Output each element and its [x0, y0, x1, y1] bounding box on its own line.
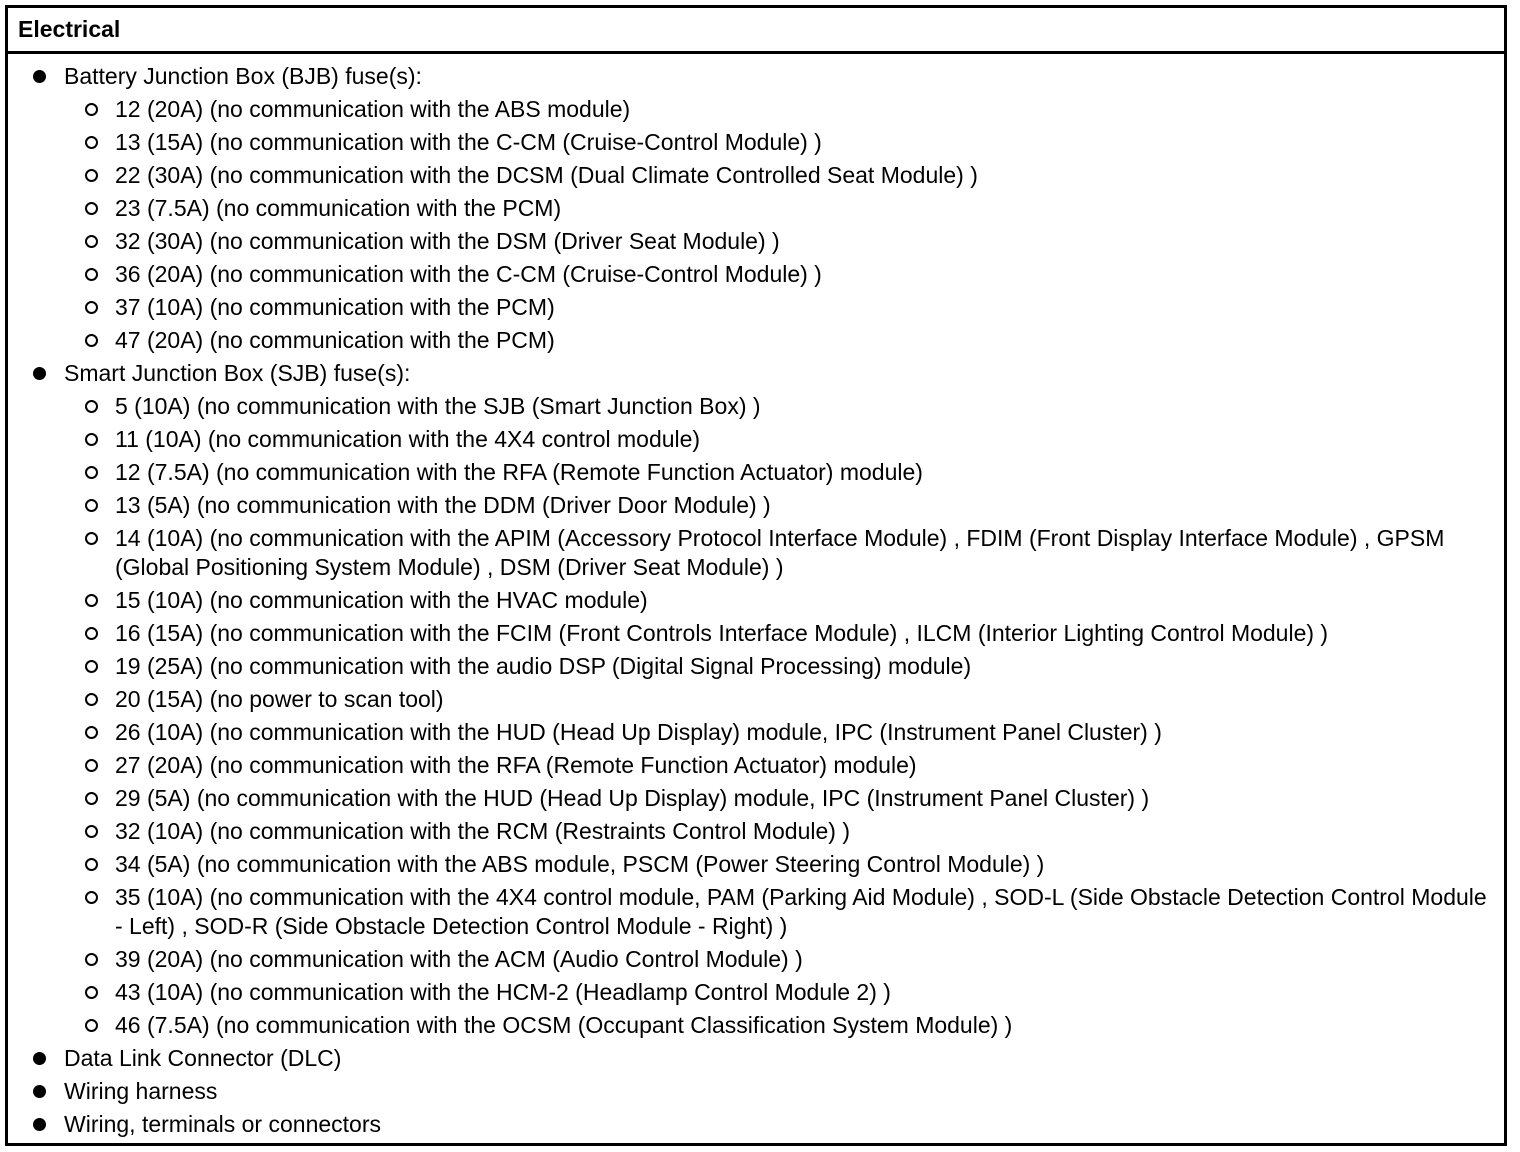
- sub-list-item: [8, 586, 1504, 615]
- sub-list-item: [8, 718, 1504, 747]
- electrical-table: [5, 5, 1507, 1146]
- fuse-text: 14 (10A) (no communication with the APIM (Accessory Protocol Interface Module) , FDIM (Front Display Interface Module) , GPSM (Global Positioning System Module) , DSM (Driver Seat Module) ): [115, 525, 1445, 580]
- sub-list-item: [8, 619, 1504, 648]
- bullet-ring-icon: [85, 986, 98, 999]
- sub-list-item: [8, 1011, 1504, 1040]
- bullet-ring-icon: [85, 136, 98, 149]
- fuse-text: 23 (7.5A) (no communication with the PCM): [115, 195, 562, 221]
- fuse-text: 36 (20A) (no communication with the C-CM (Cruise-Control Module) ): [115, 261, 822, 287]
- fuse-text: 12 (7.5A) (no communication with the RFA (Remote Function Actuator) module): [115, 459, 923, 485]
- sub-list-item: [8, 850, 1504, 879]
- item-text: Data Link Connector (DLC): [64, 1045, 342, 1071]
- bullet-ring-icon: [85, 202, 98, 215]
- fuse-text: 47 (20A) (no communication with the PCM): [115, 327, 555, 353]
- section-label: Battery Junction Box (BJB) fuse(s):: [64, 63, 422, 89]
- table-header: [8, 8, 1504, 54]
- fuse-text: 32 (10A) (no communication with the RCM (Restraints Control Module) ): [115, 818, 850, 844]
- fuse-text: 5 (10A) (no communication with the SJB (Smart Junction Box) ): [115, 393, 761, 419]
- sub-list-item: [8, 161, 1504, 190]
- bullet-ring-icon: [85, 891, 98, 904]
- fuse-text: 34 (5A) (no communication with the ABS module, PSCM (Power Steering Control Module) ): [115, 851, 1045, 877]
- fuse-text: 26 (10A) (no communication with the HUD (Head Up Display) module, IPC (Instrument Panel Cluster) ): [115, 719, 1162, 745]
- bullet-ring-icon: [85, 334, 98, 347]
- table-body: [8, 54, 1504, 1139]
- fuse-text: 29 (5A) (no communication with the HUD (Head Up Display) module, IPC (Instrument Panel Cluster) ): [115, 785, 1150, 811]
- sub-list-item: [8, 524, 1504, 582]
- sub-list-item: [8, 491, 1504, 520]
- fuse-text: 13 (15A) (no communication with the C-CM (Cruise-Control Module) ): [115, 129, 822, 155]
- fuse-text: 39 (20A) (no communication with the ACM (Audio Control Module) ): [115, 946, 803, 972]
- sub-list-item: [8, 652, 1504, 681]
- fuse-text: 13 (5A) (no communication with the DDM (Driver Door Module) ): [115, 492, 771, 518]
- fuse-text: 22 (30A) (no communication with the DCSM (Dual Climate Controlled Seat Module) ): [115, 162, 978, 188]
- fuse-text: 16 (15A) (no communication with the FCIM (Front Controls Interface Module) , ILCM (Interior Lighting Control Module) ): [115, 620, 1329, 646]
- sub-list-item: [8, 260, 1504, 289]
- bullet-ring-icon: [85, 301, 98, 314]
- sub-list-item: [8, 293, 1504, 322]
- bullet-dot-icon: [33, 1118, 46, 1131]
- bullet-ring-icon: [85, 400, 98, 413]
- item-text: Wiring, terminals or connectors: [64, 1111, 381, 1137]
- sub-list-item: [8, 978, 1504, 1007]
- bullet-ring-icon: [85, 693, 98, 706]
- bullet-ring-icon: [85, 759, 98, 772]
- bullet-dot-icon: [33, 367, 46, 380]
- sub-list-item: [8, 945, 1504, 974]
- bullet-ring-icon: [85, 235, 98, 248]
- sub-list-item: [8, 425, 1504, 454]
- fuse-text: 35 (10A) (no communication with the 4X4 control module, PAM (Parking Aid Module) , SOD-L (Side Obstacle Detection Control Module - Left) , SOD-R (Side Obstacle Detection Control Module - Right) ): [115, 884, 1487, 939]
- bullet-ring-icon: [85, 103, 98, 116]
- bullet-ring-icon: [85, 466, 98, 479]
- bullet-ring-icon: [85, 726, 98, 739]
- bullet-dot-icon: [33, 70, 46, 83]
- fuse-text: 27 (20A) (no communication with the RFA (Remote Function Actuator) module): [115, 752, 917, 778]
- list-item-bjb: [8, 62, 1504, 91]
- list-item-wiring: [8, 1110, 1504, 1139]
- bullet-ring-icon: [85, 660, 98, 673]
- sub-list-item: [8, 392, 1504, 421]
- section-label: Smart Junction Box (SJB) fuse(s):: [64, 360, 411, 386]
- bullet-ring-icon: [85, 825, 98, 838]
- fuse-text: 19 (25A) (no communication with the audio DSP (Digital Signal Processing) module): [115, 653, 972, 679]
- list-item-sjb: [8, 359, 1504, 388]
- bullet-ring-icon: [85, 858, 98, 871]
- sub-list-item: [8, 751, 1504, 780]
- bullet-ring-icon: [85, 627, 98, 640]
- header-title: Electrical: [18, 16, 121, 42]
- bullet-ring-icon: [85, 1019, 98, 1032]
- bullet-ring-icon: [85, 953, 98, 966]
- list-item-harness: [8, 1077, 1504, 1106]
- bullet-ring-icon: [85, 169, 98, 182]
- bullet-ring-icon: [85, 594, 98, 607]
- bullet-ring-icon: [85, 268, 98, 281]
- bullet-ring-icon: [85, 499, 98, 512]
- sub-list-item: [8, 883, 1504, 941]
- sub-list-item: [8, 128, 1504, 157]
- fuse-text: 46 (7.5A) (no communication with the OCSM (Occupant Classification System Module) ): [115, 1012, 1013, 1038]
- sub-list-item: [8, 685, 1504, 714]
- sub-list-item: [8, 227, 1504, 256]
- fuse-text: 32 (30A) (no communication with the DSM (Driver Seat Module) ): [115, 228, 780, 254]
- fuse-text: 37 (10A) (no communication with the PCM): [115, 294, 555, 320]
- fuse-text: 15 (10A) (no communication with the HVAC module): [115, 587, 648, 613]
- sub-list-item: [8, 194, 1504, 223]
- bullet-dot-icon: [33, 1085, 46, 1098]
- bullet-ring-icon: [85, 433, 98, 446]
- item-text: Wiring harness: [64, 1078, 218, 1104]
- sub-list-item: [8, 817, 1504, 846]
- sub-list-item: [8, 458, 1504, 487]
- fuse-text: 43 (10A) (no communication with the HCM-2 (Headlamp Control Module 2) ): [115, 979, 891, 1005]
- sub-list-item: [8, 326, 1504, 355]
- sub-list-item: [8, 784, 1504, 813]
- fuse-text: 11 (10A) (no communication with the 4X4 control module): [115, 426, 701, 452]
- fuse-text: 12 (20A) (no communication with the ABS module): [115, 96, 631, 122]
- bullet-dot-icon: [33, 1052, 46, 1065]
- sub-list-item: [8, 95, 1504, 124]
- list-item-dlc: [8, 1044, 1504, 1073]
- fuse-text: 20 (15A) (no power to scan tool): [115, 686, 444, 712]
- bullet-ring-icon: [85, 532, 98, 545]
- bullet-ring-icon: [85, 792, 98, 805]
